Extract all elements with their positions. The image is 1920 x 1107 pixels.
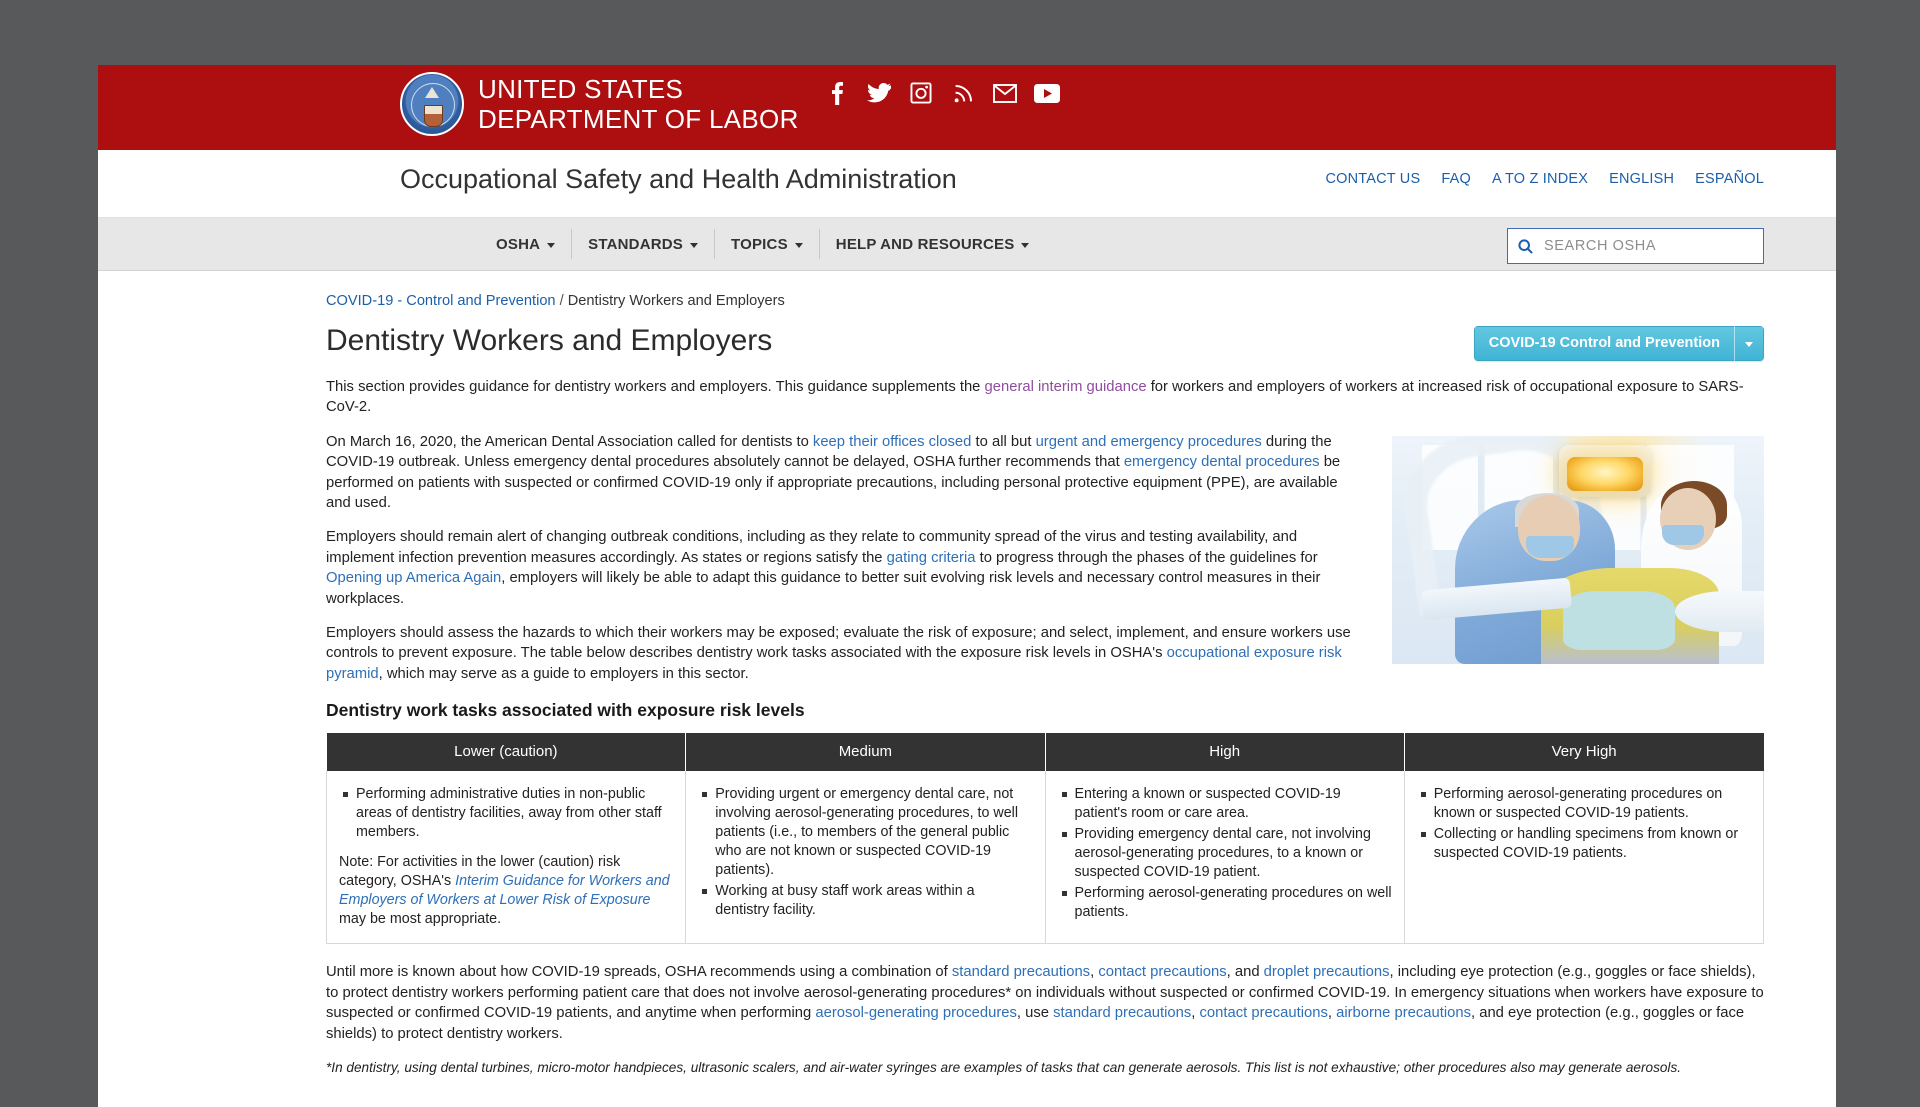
task-list — [339, 785, 673, 842]
page-title: Dentistry Workers and Employers — [326, 324, 773, 357]
link-airborne-precautions[interactable]: airborne precautions — [1336, 1005, 1471, 1022]
text: , including eye protection (e.g., goggles or face shields), to protect dentistry workers performing patient care that does not involve aerosol-generating procedures* on individuals without suspected or confirmed COVID-19. In emergency situations when workers have exposure to suspected or confirmed COVID-19 patients, and anytime when performing — [326, 964, 1764, 1022]
link-aerosol-generating-procedures[interactable]: aerosol-generating procedures — [815, 1005, 1017, 1022]
risk-table-heading: Dentistry work tasks associated with exposure risk levels — [326, 700, 805, 721]
rss-icon[interactable] — [950, 79, 976, 107]
table-header-row — [327, 733, 1764, 771]
nav-item-label: OSHA — [496, 235, 541, 253]
list-item: Providing emergency dental care, not involving aerosol-generating procedures, to a known or suspected COVID-19 patient. — [1075, 825, 1392, 882]
page-title-row — [326, 323, 1764, 377]
text: , employers will likely be able to adapt this guidance to better suit evolving risk levels and necessary control measures in their workplaces. — [326, 570, 1321, 607]
chevron-down-icon — [1745, 342, 1753, 347]
task-list — [1058, 785, 1392, 922]
nav-item-help-and-resources[interactable] — [820, 229, 1046, 259]
text: Employers should assess the hazards to which their workers may be exposed; evaluate the risk of exposure; and select, implement, and ensure workers use controls to prevent exposure. The table below describes dentistry work tasks associated with the exposure risk levels in OSHA's — [326, 625, 1351, 662]
text: Until more is known about how COVID-19 spreads, OSHA recommends using a combination of — [326, 964, 952, 981]
utility-links — [1325, 171, 1764, 187]
list-item: Working at busy staff work areas within a dentistry facility. — [715, 882, 1032, 920]
nav-item-label: TOPICS — [731, 235, 788, 253]
link-opening-up-america-again[interactable]: Opening up America Again — [326, 570, 502, 587]
chevron-down-icon — [795, 243, 803, 248]
lower-risk-note — [339, 853, 673, 929]
table-cell-medium — [686, 771, 1045, 944]
dol-title-line2: DEPARTMENT OF LABOR — [478, 104, 799, 134]
youtube-icon[interactable] — [1034, 79, 1060, 107]
list-item: Providing urgent or emergency dental care, not involving aerosol-generating procedures, to well patients (i.e., to members of the general public who are not known or suspected COVID-19 patients). — [715, 785, 1032, 880]
text: , use — [1016, 1005, 1054, 1022]
chevron-down-icon — [547, 243, 555, 248]
text: , — [1327, 1005, 1337, 1022]
table-header-very-high: Very High — [1404, 733, 1763, 771]
main-navigation — [98, 218, 1836, 271]
agency-strip — [98, 150, 1836, 218]
breadcrumb-current: Dentistry Workers and Employers — [567, 293, 785, 309]
chevron-down-icon — [1021, 243, 1029, 248]
chevron-down-icon — [690, 243, 698, 248]
link-emergency-dental-procedures[interactable]: emergency dental procedures — [1123, 454, 1320, 471]
breadcrumb-parent-link[interactable]: COVID-19 - Control and Prevention — [326, 293, 556, 309]
dol-brand-link[interactable] — [400, 72, 799, 136]
nav-item-label: STANDARDS — [588, 235, 683, 253]
text: Employers should remain alert of changing outbreak conditions, including as they relate to community spread of the virus and testing availability, and implement infection prevention measures accordingly. As states or regions satisfy the — [326, 529, 1298, 566]
task-list — [1417, 785, 1751, 863]
list-item: Entering a known or suspected COVID-19 patient's room or care area. — [1075, 785, 1392, 823]
table-header-lower-caution: Lower (caution) — [327, 733, 686, 771]
link-interim-guidance-lower-risk[interactable]: Interim Guidance for Workers and Employers of Workers at Lower Risk of Exposure — [339, 873, 670, 909]
dol-title — [478, 74, 799, 134]
text: during the COVID-19 outbreak. Unless emergency dental procedures absolutely cannot be delayed, OSHA further recommends that — [326, 433, 1332, 471]
link-standard-precautions[interactable]: standard precautions — [951, 964, 1091, 981]
twitter-icon[interactable] — [866, 79, 892, 107]
text: be performed on patients with suspected or confirmed COVID-19 only if appropriate precautions, including personal protective equipment (PPE), are available and used. — [326, 454, 1341, 512]
link-urgent-and-emergency-procedures[interactable]: urgent and emergency procedures — [1035, 433, 1262, 450]
link-general-interim-guidance[interactable]: general interim guidance — [984, 379, 1147, 395]
text: to progress through the phases of the guidelines for — [975, 549, 1318, 566]
link-contact-precautions[interactable]: contact precautions — [1098, 964, 1227, 981]
facebook-icon[interactable] — [824, 79, 850, 107]
dol-title-line1: UNITED STATES — [478, 74, 684, 104]
nav-item-standards[interactable] — [572, 229, 715, 259]
task-list — [698, 785, 1032, 920]
dol-banner — [98, 65, 1836, 150]
social-links — [824, 79, 1060, 107]
text: , and — [1226, 964, 1264, 981]
link-standard-precautions-2[interactable]: standard precautions — [1053, 1005, 1192, 1022]
breadcrumb-separator: / — [559, 293, 564, 309]
text: , — [1191, 1005, 1200, 1022]
text: to all but — [971, 433, 1036, 450]
table-header-high: High — [1045, 733, 1404, 771]
dentistry-photo — [1392, 436, 1764, 664]
risk-levels-table — [326, 733, 1764, 944]
util-link-faq[interactable]: FAQ — [1441, 171, 1471, 187]
table-row — [327, 771, 1764, 944]
link-contact-precautions-2[interactable]: contact precautions — [1199, 1005, 1328, 1022]
intro-paragraph-1 — [326, 377, 1764, 418]
link-gating-criteria[interactable]: gating criteria — [886, 549, 976, 566]
nav-item-label: HELP AND RESOURCES — [835, 235, 1015, 253]
main-content — [98, 271, 1836, 1077]
link-occupational-exposure-risk-pyramid[interactable]: occupational exposure risk pyramid — [326, 645, 1342, 682]
util-link-english[interactable]: ENGLISH — [1609, 171, 1675, 187]
text: , which may serve as a guide to employers in this sector. — [378, 665, 749, 682]
list-item: Collecting or handling specimens from known or suspected COVID-19 patients. — [1434, 825, 1751, 863]
util-link-a-to-z-index[interactable]: A TO Z INDEX — [1491, 171, 1589, 187]
breadcrumb — [326, 293, 1764, 309]
table-cell-high — [1045, 771, 1404, 944]
util-link-espanol[interactable]: ESPAÑOL — [1695, 171, 1764, 187]
search-box[interactable] — [1507, 228, 1764, 264]
search-icon — [1508, 239, 1542, 254]
text: , and eye protection (e.g., goggles or face shields) to protect dentistry workers. — [326, 1005, 1745, 1042]
search-input[interactable] — [1542, 237, 1763, 255]
nav-item-osha[interactable] — [496, 229, 572, 259]
nav-item-topics[interactable] — [715, 229, 820, 259]
table-header-medium: Medium — [686, 733, 1045, 771]
outro-paragraph — [326, 962, 1764, 1044]
covid-control-dropdown-toggle[interactable] — [1734, 326, 1764, 361]
table-cell-lower-caution — [327, 771, 686, 944]
list-item: Performing aerosol-generating procedures on well patients. — [1074, 885, 1392, 921]
link-keep-their-offices-closed[interactable]: keep their offices closed — [812, 433, 972, 450]
util-link-contact-us[interactable]: CONTACT US — [1325, 171, 1421, 187]
covid-control-button-group[interactable] — [1474, 326, 1764, 361]
table-cell-very-high — [1404, 771, 1763, 944]
text: , — [1090, 964, 1099, 981]
agency-name: Occupational Safety and Health Administration — [400, 164, 957, 194]
nav-item-list — [496, 218, 1045, 270]
text: for workers and employers of workers at increased risk of occupational exposure to SARS-CoV-2. — [326, 379, 1744, 416]
page-container — [98, 65, 1836, 1107]
list-item: Performing aerosol-generating procedures on known or suspected COVID-19 patients. — [1434, 785, 1751, 823]
text: This section provides guidance for dentistry workers and employers. This guidance supplements the — [326, 379, 985, 395]
link-droplet-precautions[interactable]: droplet precautions — [1263, 964, 1390, 981]
text: may be most appropriate. — [339, 911, 502, 928]
covid-control-button[interactable]: COVID-19 Control and Prevention — [1474, 326, 1734, 361]
list-item: Performing administrative duties in non-public areas of dentistry facilities, away from other staff members. — [356, 785, 673, 842]
text: Note: For activities in the lower (caution) risk category, OSHA's — [339, 854, 621, 890]
text: On March 16, 2020, the American Dental Association called for dentists to — [326, 433, 813, 450]
email-icon[interactable] — [992, 79, 1018, 107]
instagram-icon[interactable] — [908, 79, 934, 107]
aerosol-footnote: *In dentistry, using dental turbines, micro-motor handpieces, ultrasonic scalers, and air-water syringes are examples of tasks that can generate aerosols. This list is not exhaustive; other procedures also may generate aerosols. — [326, 1059, 1682, 1075]
dol-seal-icon — [400, 72, 464, 136]
